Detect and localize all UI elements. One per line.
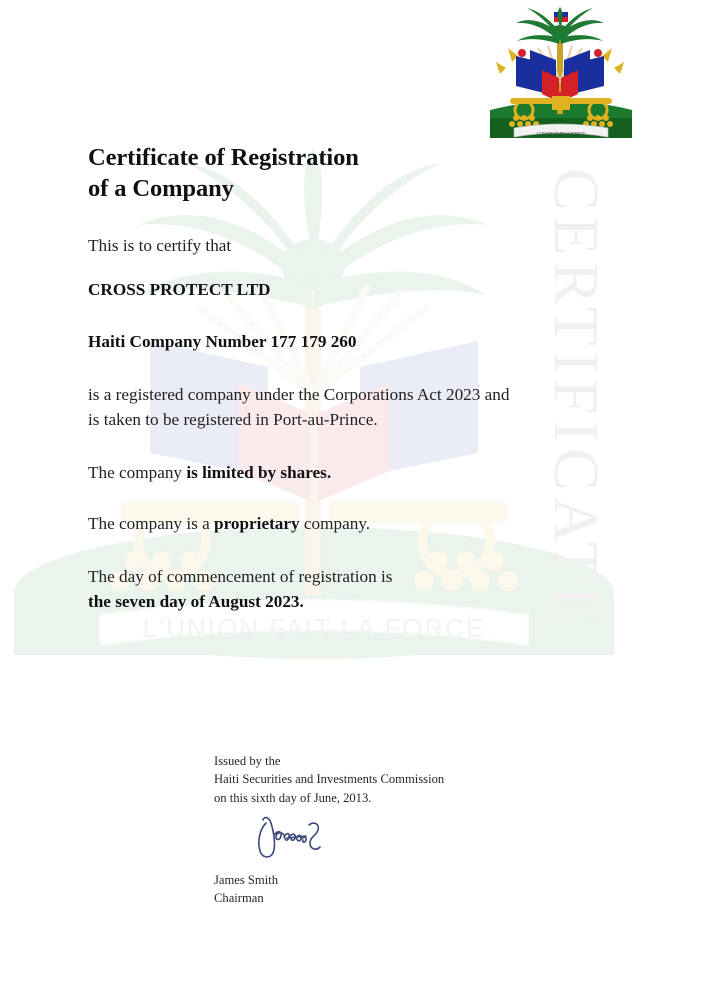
- registration-line-2: is taken to be registered in Port-au-Prince.: [88, 409, 378, 429]
- issuing-authority: Haiti Securities and Investments Commission: [214, 772, 445, 787]
- signatory-name: James Smith: [214, 872, 279, 887]
- haiti-coat-of-arms-emblem: [482, 6, 640, 142]
- signature-mark: [254, 811, 334, 863]
- issuing-block: [214, 752, 594, 907]
- registration-statement: [88, 383, 608, 433]
- type-prefix: The company is a: [88, 514, 215, 534]
- certificate-body: [88, 142, 608, 644]
- registration-line-1: is a registered company under the Corporations Act 2023 and: [88, 384, 510, 404]
- svg-text:L'UNION FAIT LA FORCE: L'UNION FAIT LA FORCE: [142, 613, 486, 643]
- liability-prefix: The company: [88, 462, 187, 482]
- company-name: CROSS PROTECT LTD: [88, 280, 271, 300]
- page-title: [88, 142, 608, 205]
- type-suffix: company.: [299, 514, 371, 534]
- commencement-date: the seven day of August 2023.: [88, 592, 304, 612]
- company-number: Haiti Company Number 177 179 260: [88, 332, 357, 352]
- signatory-block: [214, 871, 594, 908]
- type-value: proprietary: [214, 514, 300, 534]
- issue-date: on this sixth day of June, 2013.: [214, 790, 372, 805]
- company-type-statement: [88, 513, 608, 536]
- title-line-2: of a Company: [88, 175, 234, 203]
- signature-area: [214, 811, 594, 867]
- issued-by-label: Issued by the: [214, 754, 281, 768]
- signatory-title: Chairman: [214, 891, 264, 905]
- intro-text: This is to certify that: [88, 235, 232, 255]
- liability-statement: [88, 462, 608, 485]
- title-line-1: Certificate of Registration: [88, 144, 359, 171]
- emblem-motto-text: L'UNION FAIT LA FORCE: [536, 131, 586, 136]
- vertical-certificate-watermark: CERTIFICATE: [541, 168, 612, 632]
- commencement-prefix: The day of commencement of registration is: [88, 567, 393, 587]
- liability-value: is limited by shares.: [186, 462, 332, 482]
- commencement-statement: [88, 565, 608, 615]
